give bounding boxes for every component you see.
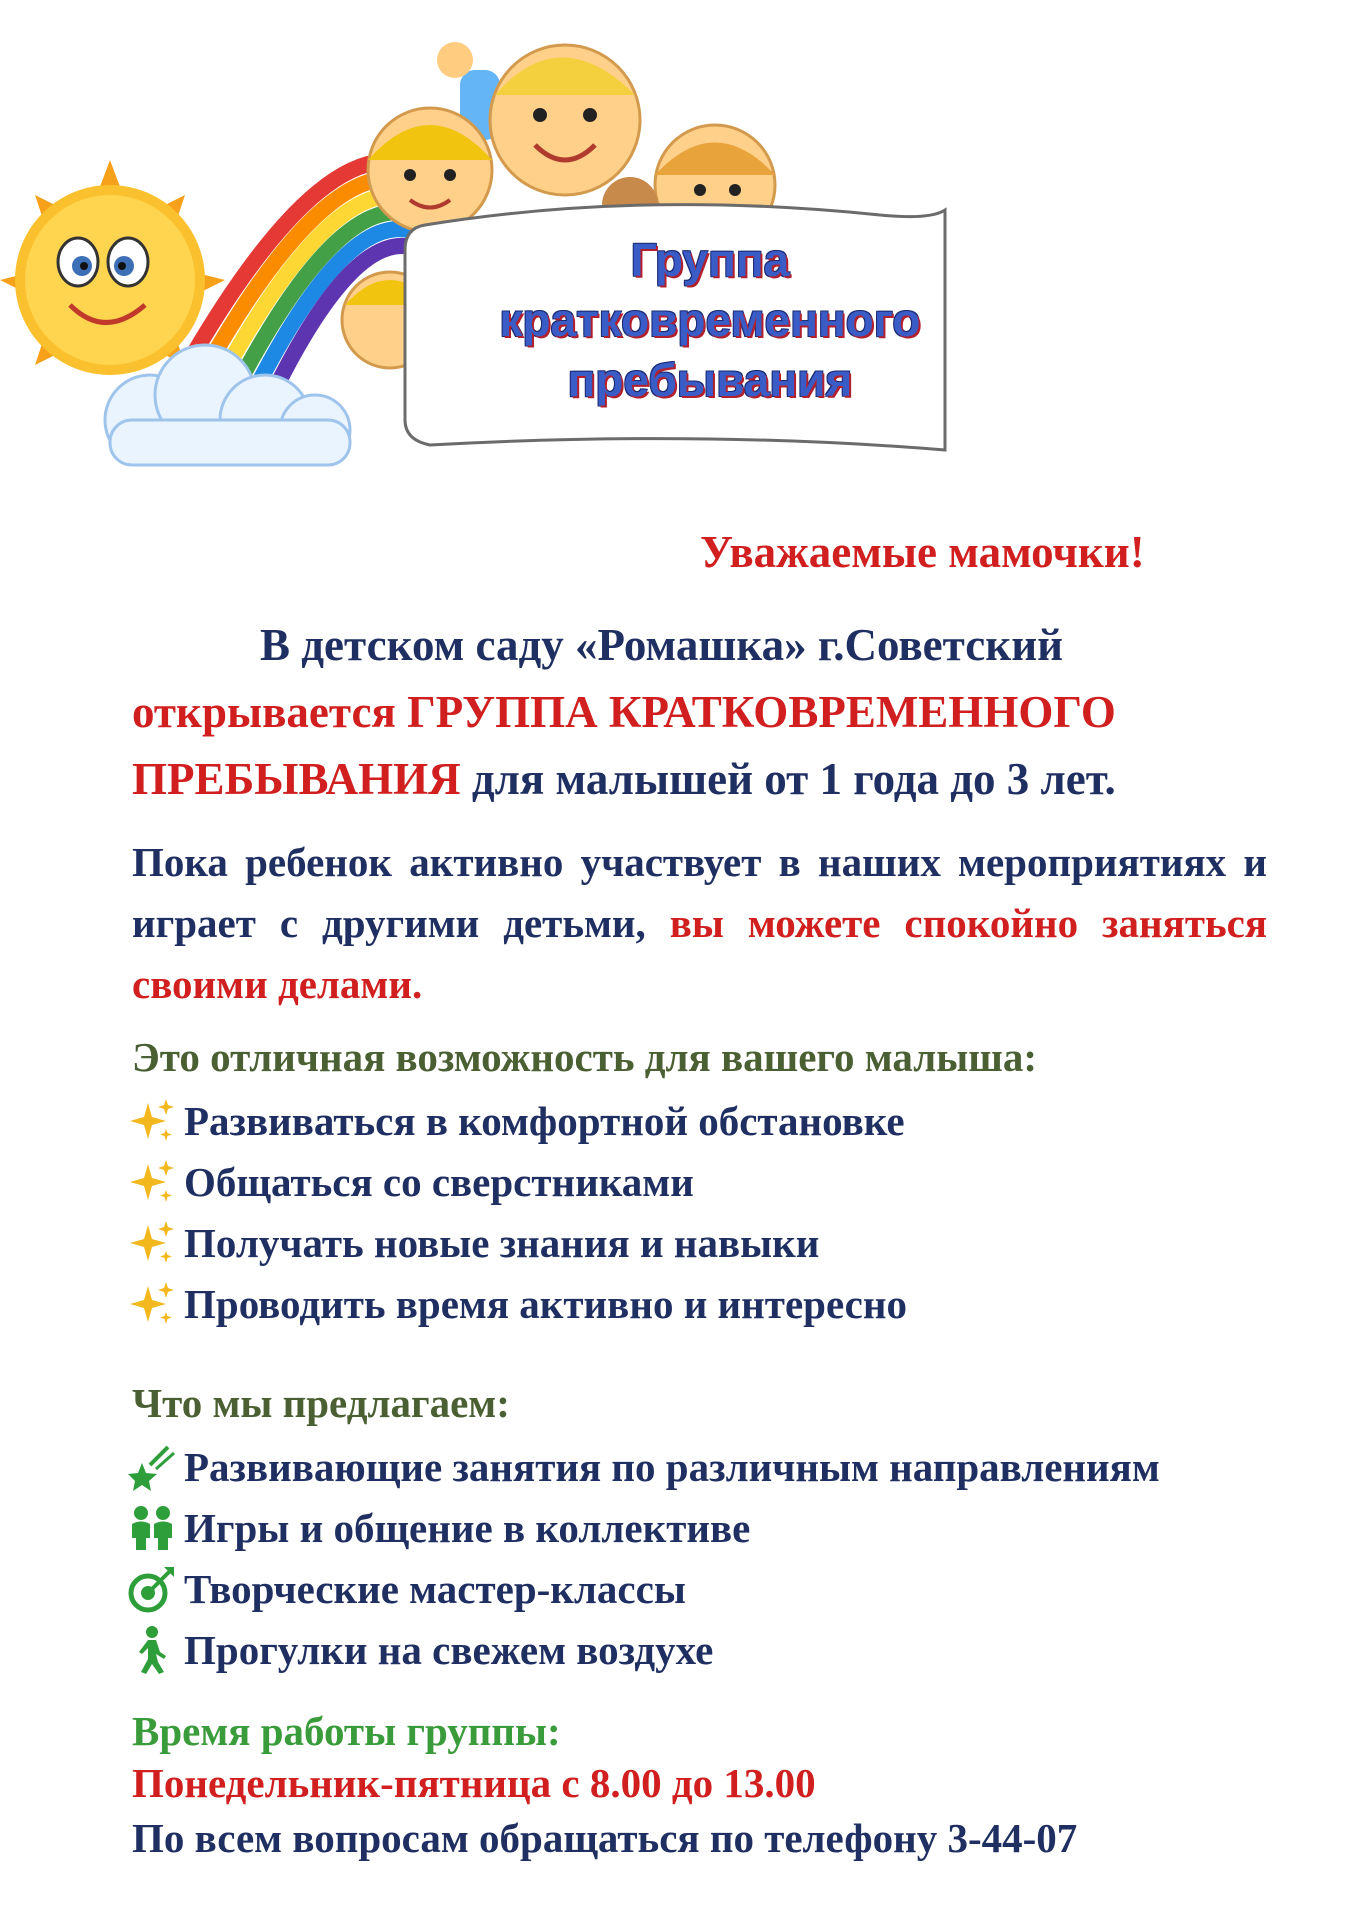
- schedule-hours: Понедельник-пятница с 8.00 до 13.00: [132, 1760, 816, 1806]
- list-item: [128, 1273, 907, 1334]
- list-item: [128, 1090, 907, 1151]
- banner-title: [430, 230, 990, 410]
- shooting-star-icon: [128, 1442, 184, 1492]
- offers-list: [128, 1436, 1160, 1680]
- offer-text: Творческие мастер-классы: [184, 1565, 686, 1612]
- benefit-text: Получать новые знания и навыки: [184, 1219, 820, 1266]
- intro-group-name: ГРУППА КРАТКОВРЕМЕННОГО ПРЕБЫВАНИЯ: [132, 687, 1116, 804]
- sparkles-icon: [128, 1157, 184, 1207]
- sparkles-icon: [128, 1279, 184, 1329]
- offers-title: Что мы предлагаем:: [132, 1380, 510, 1426]
- list-item: [128, 1151, 907, 1212]
- info-paragraph: [132, 832, 1267, 1015]
- contact-phone: По всем вопросам обращаться по телефону 3-44-07: [132, 1815, 1078, 1861]
- offer-text: Развивающие занятия по различным направлениям: [184, 1443, 1160, 1490]
- schedule-title: Время работы группы:: [132, 1708, 561, 1754]
- target-icon: [128, 1564, 184, 1614]
- list-item: [128, 1497, 1160, 1558]
- intro-text: В детском саду «Ромашка» г.Советский: [260, 620, 1064, 670]
- benefits-list: [128, 1090, 907, 1334]
- benefits-title: Это отличная возможность для вашего малыша:: [132, 1034, 1038, 1080]
- banner-title-line: пребывания: [567, 354, 853, 406]
- offer-text: Прогулки на свежем воздухе: [184, 1626, 714, 1673]
- sparkles-icon: [128, 1096, 184, 1146]
- people-icon: [128, 1503, 184, 1553]
- greeting-heading: Уважаемые мамочки!: [700, 527, 1145, 577]
- offer-text: Игры и общение в коллективе: [184, 1504, 751, 1551]
- intro-opening-text: открывается: [132, 687, 396, 737]
- list-item: [128, 1558, 1160, 1619]
- banner-title-line: Группа: [630, 234, 790, 286]
- sparkles-icon: [128, 1218, 184, 1268]
- info-text: Пока ребенок активно участвует в наших мероприятиях и играет с другими детьми,: [132, 839, 1267, 946]
- header-banner: [0, 0, 1357, 500]
- list-item: [128, 1436, 1160, 1497]
- benefit-text: Проводить время активно и интересно: [184, 1280, 907, 1327]
- info-highlight-text: вы можете спокойно заняться своими делами.: [132, 900, 1268, 1007]
- benefit-text: Общаться со сверстниками: [184, 1158, 694, 1205]
- intro-age-text: для малышей от 1 года до 3 лет.: [471, 754, 1116, 804]
- banner-title-line: кратковременного: [499, 294, 921, 346]
- list-item: [128, 1619, 1160, 1680]
- walking-person-icon: [128, 1625, 184, 1675]
- benefit-text: Развиваться в комфортной обстановке: [184, 1097, 905, 1144]
- list-item: [128, 1212, 907, 1273]
- intro-paragraph: [132, 612, 1267, 813]
